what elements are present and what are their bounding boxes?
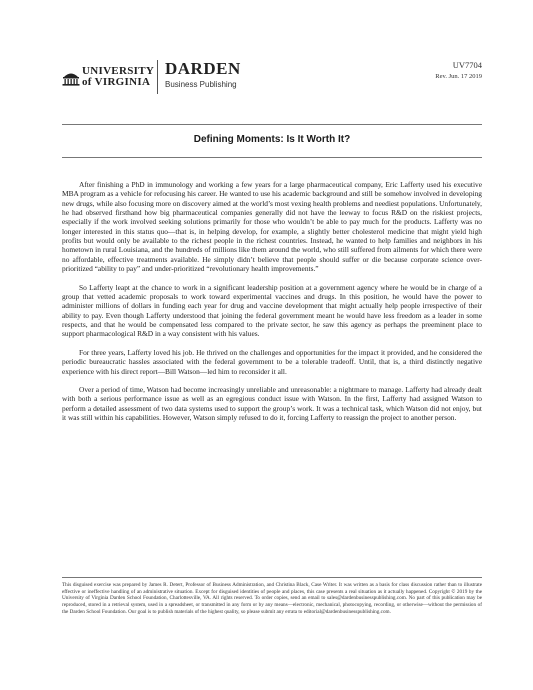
uva-wordmark: UNIVERSITY of VIRGINIA [82, 65, 155, 88]
paragraph: So Lafferty leapt at the chance to work in a significant leadership position at a government agency where he would be in charge of a group that vetted academic proposals to work toward experimental vaccines and drugs. In this position, he would have the power to administer millions of dollars in funding each year for drug and vaccine development that might actually help people irrespective of their ability to pay. Even though Lafferty understood that joining the federal government meant he would have less freedom as a leader in some respects, and that he would be compensated less compared to the private sector, he saw this agency as perhaps the preeminent place to support pharmacological R&D in a way consistent with his values. [62, 282, 482, 339]
document-title: Defining Moments: Is It Worth It? [193, 134, 351, 145]
rotunda-icon [62, 70, 80, 86]
darden-logo [165, 60, 241, 89]
paragraph: Over a period of time, Watson had become increasingly unreliable and unreasonable: a nightmare to manage. Lafferty had already dealt with both a serious performance issue as well as an egregious conduct issue with Watson. In the first, Lafferty had assigned Watson to perform a detailed assessment of two data systems used to support the group’s work. It was a technical task, which Watson did not enjoy, but it was still within his capabilities. However, Watson simply refused to do it, forcing Lafferty to reassign the project to another person. [62, 385, 482, 423]
darden-name: DARDEN [165, 59, 241, 78]
footer-rule [62, 577, 482, 578]
title-bottom-rule [62, 157, 482, 158]
document-header [62, 58, 482, 98]
darden-subtitle: Business Publishing [165, 80, 237, 89]
header-divider [157, 60, 158, 94]
footer-note [62, 582, 482, 616]
footer-text: This disguised exercise was prepared by James R. Detert, Professor of Business Administration, and Christina Black, Case Writer. It was written as a basis for class discussion rather than to illustrate effective or ineffective handling of an administrative situation. Except for disguised identities of people and places, this case presents a real situation as it actually happened. Copyright © 2019 by the University of Virginia Darden School Foundation, Charlottesville, VA. All rights reserved. To order copies, send an email to sales@dardenbusinesspublishing.com. No part of this publication may be reproduced, stored in a retrieval system, used in a spreadsheet, or transmitted in any form or by any means—electronic, mechanical, photocopying, recording, or otherwise—without the permission of the Darden School Foundation. Our goal is to publish materials of the highest quality, so please submit any errata to editorial@dardenbusinesspublishing.com. [62, 582, 482, 615]
case-identifier [435, 60, 482, 82]
uva-logo [62, 62, 155, 92]
paragraph: For three years, Lafferty loved his job. He thrived on the challenges and opportunities for the impact it provided, and he considered the periodic bureaucratic hassles associated with the federal government to be a tolerable tradeoff. Until, that is, a third distinctly negative experience with his direct report—Bill Watson—led him to reconsider it all. [62, 347, 482, 376]
title-top-rule [62, 124, 482, 125]
case-number: UV7704 [452, 60, 482, 70]
document-body [62, 180, 482, 432]
paragraph: After finishing a PhD in immunology and working a few years for a large pharmaceutical company, Eric Lafferty used his executive MBA program as a vehicle for refocusing his career. He wanted to use his academic background and still be somehow involved in developing new drugs, while also focusing more on discovery aimed at the world’s most vexing health problems and neediest populations. Unfortunately, he had observed firsthand how big pharmaceutical companies generally did not have the leeway to focus R&D on the riskiest projects, especially if the work involved seeking solutions primarily for those who wouldn’t be able to pay much for the products. Lafferty was no longer interested in this status quo—that is, in helping develop, for example, a slightly better cholesterol medicine that might yield high profits but would only be available to the richest people in the richest countries. Instead, he wanted to help families and neighbors in his hometown in rural Louisiana, and the hundreds of millions like them around the world, who still suffered from ailments for which there were no affordable, effective treatments available. He simply didn’t believe that people should suffer or die because corporate science over-prioritized “ability to pay” and under-prioritized “revolutionary health improvements.” [62, 180, 482, 274]
revision-date: Rev. Jun. 17 2019 [435, 73, 482, 80]
